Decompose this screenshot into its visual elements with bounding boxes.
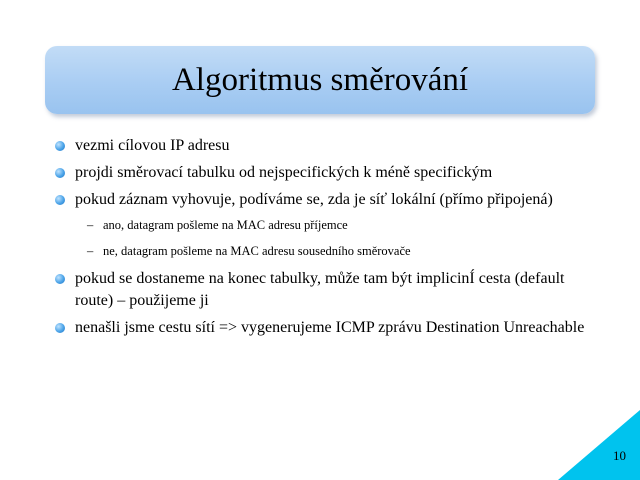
sub-item-2 <box>53 242 593 260</box>
bullet-dot-icon <box>55 168 65 178</box>
sub-item-text: ano, datagram pošleme na MAC adresu příjemce <box>103 218 348 232</box>
bullet-item-5 <box>53 317 593 339</box>
sub-list <box>53 216 593 260</box>
bullet-text: pokud záznam vyhovuje, podíváme se, zda je síť lokální (přímo připojená) <box>75 191 553 208</box>
bullet-text: vezmi cílovou IP adresu <box>75 137 230 154</box>
bullet-text: pokud se dostaneme na konec tabulky, může tam být implicinÍ cesta (default route) – použijeme ji <box>75 270 565 309</box>
page-number: 10 <box>613 448 626 463</box>
bullet-item-1 <box>53 135 593 157</box>
bullet-text: nenašli jsme cestu sítí => vygenerujeme ICMP zprávu Destination Unreachable <box>75 319 585 336</box>
corner-triangle <box>558 410 640 480</box>
bullet-item-3 <box>53 189 593 211</box>
sub-item-text: ne, datagram pošleme na MAC adresu sousedního směrovače <box>103 244 411 258</box>
sub-item-1 <box>53 216 593 234</box>
bullet-dot-icon <box>55 274 65 284</box>
bullet-item-4 <box>53 268 593 312</box>
bullet-item-2 <box>53 162 593 184</box>
bullet-dot-icon <box>55 141 65 151</box>
bullet-list <box>53 135 593 344</box>
title-box <box>45 46 595 114</box>
slide-title: Algoritmus směrování <box>171 61 469 98</box>
bullet-dot-icon <box>55 323 65 333</box>
dash-marker: – <box>87 244 94 258</box>
bullet-text: projdi směrovací tabulku od nejspecifických k méně specifickým <box>75 164 493 181</box>
dash-marker: – <box>87 218 94 232</box>
bullet-dot-icon <box>55 195 65 205</box>
